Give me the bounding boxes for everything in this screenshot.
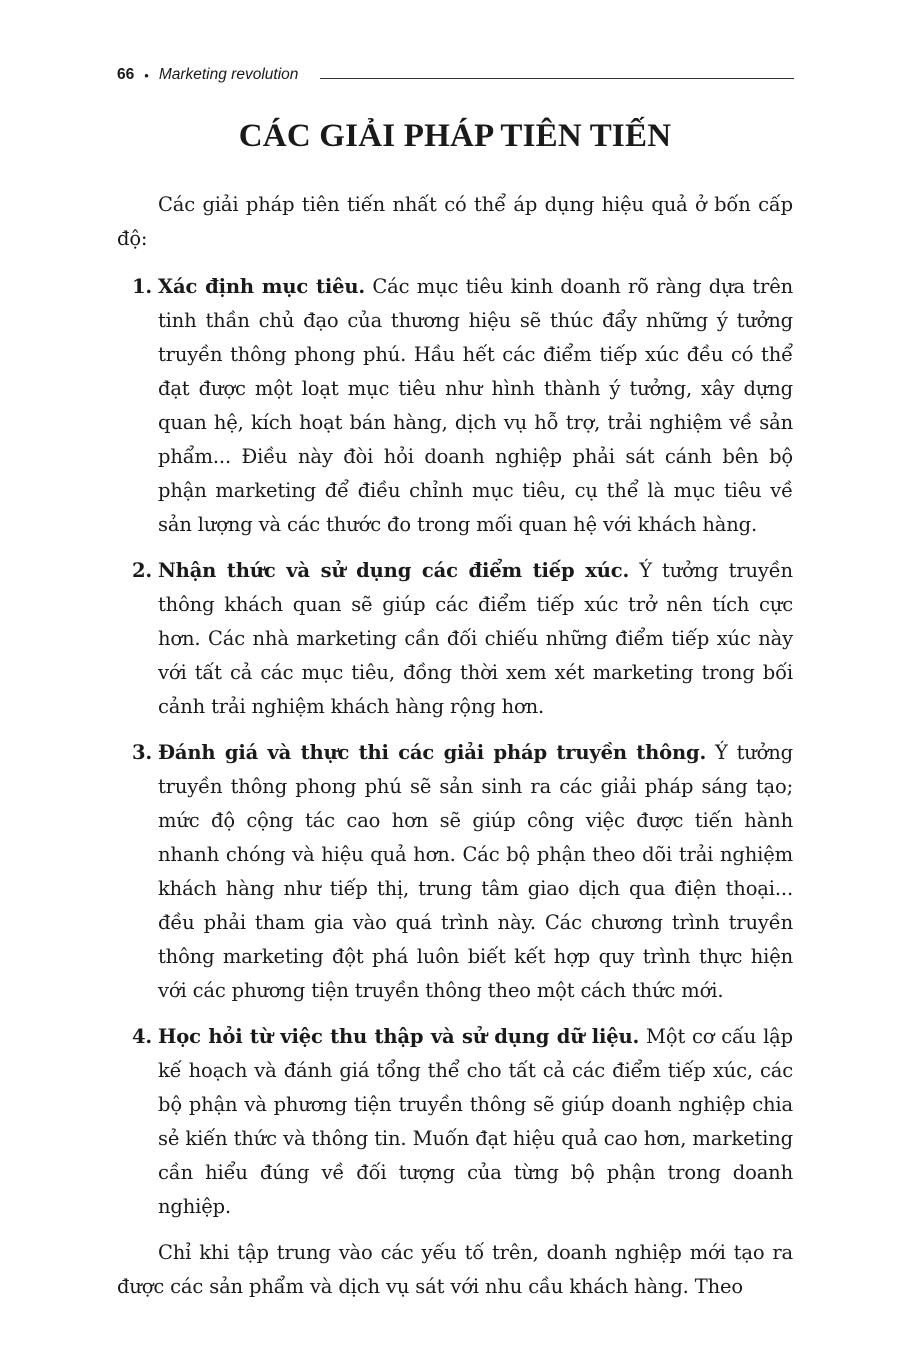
item-text: Ý tưởng truyền thông phong phú sẽ sản sinh ra các giải pháp sáng tạo; mức độ cộng tác cao hơn sẽ giúp công việc được tiến hành nhanh chóng và hiệu quả hơn. Các bộ phận theo dõi trải nghiệm khách hàng như tiếp thị, trung tâm giao dịch qua điện thoại... đều phải tham gia vào quá trình này. Các chương trình truyền thông marketing đột phá luôn biết kết hợp quy trình thực hiện với các phương tiện truyền thông theo một cách thức mới. <box>158 741 793 1002</box>
book-title: Marketing revolution <box>158 66 299 83</box>
header-rule <box>320 78 794 79</box>
item-heading: Đánh giá và thực thi các giải pháp truyền thông. <box>158 741 707 764</box>
numbered-list <box>117 270 793 1224</box>
item-heading: Xác định mục tiêu. <box>158 275 366 298</box>
header-separator: • <box>144 67 149 83</box>
page-number: 66 <box>117 66 135 83</box>
item-heading: Học hỏi từ việc thu thập và sử dụng dữ liệu. <box>158 1025 640 1048</box>
intro-paragraph: Các giải pháp tiên tiến nhất có thể áp dụng hiệu quả ở bốn cấp độ: <box>117 193 793 250</box>
item-text: Một cơ cấu lập kế hoạch và đánh giá tổng thể cho tất cả các điểm tiếp xúc, các bộ phận và phương tiện truyền thông sẽ giúp doanh nghiệp chia sẻ kiến thức và thông tin. Muốn đạt hiệu quả cao hơn, marketing cần hiểu đúng về đối tượng của từng bộ phận trong doanh nghiệp. <box>158 1025 793 1218</box>
list-item <box>117 554 793 724</box>
body-text <box>117 188 793 1304</box>
item-text: Các mục tiêu kinh doanh rõ ràng dựa trên tinh thần chủ đạo của thương hiệu sẽ thúc đẩy những ý tưởng truyền thông phong phú. Hầu hết các điểm tiếp xúc đều có thể đạt được một loạt mục tiêu như hình thành ý tưởng, xây dựng quan hệ, kích hoạt bán hàng, dịch vụ hỗ trợ, trải nghiệm về sản phẩm... Điều này đòi hỏi doanh nghiệp phải sát cánh bên bộ phận marketing để điều chỉnh mục tiêu, cụ thể là mục tiêu về sản lượng và các thước đo trong mối quan hệ với khách hàng. <box>158 275 793 536</box>
list-item <box>117 1020 793 1224</box>
item-number: 3. <box>132 741 153 764</box>
item-number: 4. <box>132 1025 153 1048</box>
list-item <box>117 270 793 542</box>
item-number: 1. <box>132 275 153 298</box>
section-title: CÁC GIẢI PHÁP TIÊN TIẾN <box>238 118 672 154</box>
item-number: 2. <box>132 559 153 582</box>
item-heading: Nhận thức và sử dụng các điểm tiếp xúc. <box>158 559 630 582</box>
item-text: Ý tưởng truyền thông khách quan sẽ giúp các điểm tiếp xúc trở nên tích cực hơn. Các nhà marketing cần đối chiếu những điểm tiếp xúc này với tất cả các mục tiêu, đồng thời xem xét marketing trong bối cảnh trải nghiệm khách hàng rộng hơn. <box>158 559 793 718</box>
running-header <box>117 64 794 86</box>
closing-paragraph: Chỉ khi tập trung vào các yếu tố trên, doanh nghiệp mới tạo ra được các sản phẩm và dịch vụ sát với nhu cầu khách hàng. Theo <box>117 1241 793 1298</box>
list-item <box>117 736 793 1008</box>
